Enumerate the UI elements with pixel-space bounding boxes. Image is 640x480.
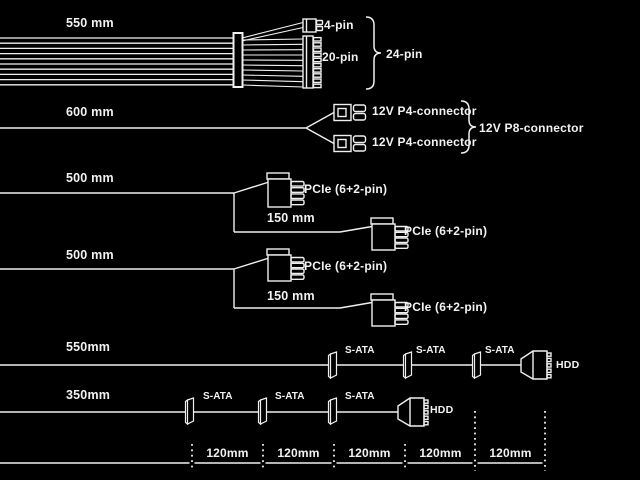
- pcie-b-connector-2: [371, 294, 408, 326]
- pcie-b-connector-label-2: PCIe (6+2-pin): [404, 300, 488, 314]
- pcie-a-connector-label-1: PCIe (6+2-pin): [304, 182, 388, 196]
- hdd-label: HDD: [430, 404, 454, 416]
- sata-label: S-ATA: [345, 345, 375, 356]
- hdd-connector-icon: [398, 398, 428, 426]
- atx-4pin-connector: [303, 19, 323, 32]
- atx-cable-ribbon: [0, 38, 234, 85]
- pcie-b-connector-1: [267, 249, 304, 281]
- scale-segment-label: 120mm: [277, 446, 320, 460]
- scale-dotted-line: [192, 411, 545, 471]
- pcie-b-extension-label: 150 mm: [267, 289, 315, 303]
- pcie-a-connector-label-2: PCIe (6+2-pin): [404, 224, 488, 238]
- eps-p8-label: 12V P8-connector: [479, 121, 584, 135]
- atx-20pin-label: 20-pin: [322, 50, 359, 64]
- pcie-a-connector-2: [371, 218, 408, 250]
- brace-24pin: [366, 17, 381, 89]
- eps-length-label: 600 mm: [66, 105, 114, 119]
- pcie-a-extension-label: 150 mm: [267, 211, 315, 225]
- atx-24pin-label: 24-pin: [386, 47, 423, 61]
- atx-length-label: 550 mm: [66, 16, 114, 30]
- sata-short-length-label: 350mm: [66, 388, 111, 402]
- pcie-b-length-label: 500 mm: [66, 248, 114, 262]
- scale-segment-label: 120mm: [489, 446, 532, 460]
- scale-segment-label: 120mm: [206, 446, 249, 460]
- pcie-a-connector-1: [267, 173, 304, 207]
- atx-20pin-connector: [303, 36, 321, 88]
- sata-label: S-ATA: [203, 391, 233, 402]
- sata-label: S-ATA: [485, 345, 515, 356]
- pcie-b-connector-label-1: PCIe (6+2-pin): [304, 259, 388, 273]
- scale-segment-label: 120mm: [419, 446, 462, 460]
- atx-fanout-wires: [242, 23, 303, 88]
- hdd-label: HDD: [556, 359, 580, 371]
- atx-4pin-label: 4-pin: [324, 18, 354, 32]
- scale-segment-label: 120mm: [348, 446, 391, 460]
- eps-p4-connector-2: [334, 136, 366, 152]
- sata-label: S-ATA: [416, 345, 446, 356]
- eps-cable-line: [0, 113, 334, 144]
- eps-p4-connector-1: [334, 105, 366, 121]
- sata-long-length-label: 550mm: [66, 340, 111, 354]
- sata-label: S-ATA: [275, 391, 305, 402]
- sata-label: S-ATA: [345, 391, 375, 402]
- pcie-a-length-label: 500 mm: [66, 171, 114, 185]
- hdd-connector-icon: [521, 351, 551, 379]
- eps-p4-label-1: 12V P4-connector: [372, 104, 477, 118]
- cable-comb: [234, 33, 243, 87]
- eps-p4-label-2: 12V P4-connector: [372, 135, 477, 149]
